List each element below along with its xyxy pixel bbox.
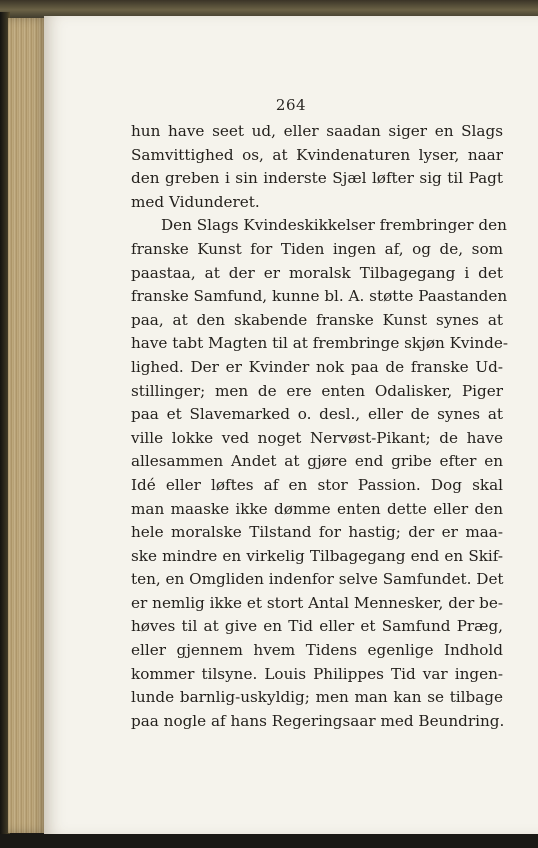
text-line: eller gjennem hvem Tidens egenlige Indhold	[131, 641, 503, 660]
text-line: paastaa, at der er moralsk Tilbagegang i det	[131, 263, 503, 282]
text-line: lunde barnlig-uskyldig; men man kan se tilbage	[131, 688, 503, 707]
page-number: 264	[275, 96, 307, 114]
text-line: franske Samfund, kunne bl. A. støtte Paastanden	[131, 287, 508, 306]
text-line: lighed. Der er Kvinder nok paa de franske Ud-	[131, 357, 503, 376]
text-line: med Vidunderet.	[131, 192, 260, 211]
text-line: franske Kunst for Tiden ingen af, og de, som	[131, 239, 503, 258]
text-line: er nemlig ikke et stort Antal Mennesker, der be-	[131, 593, 503, 612]
text-line: kommer tilsyne. Louis Philippes Tid var ingen-	[131, 664, 503, 683]
text-line: den greben i sin inderste Sjæl løfter sig til Pagt	[131, 169, 503, 188]
text-line: hele moralske Tilstand for hastig; der er maa-	[131, 523, 503, 542]
text-line: paa et Slavemarked o. desl., eller de synes at	[131, 405, 503, 424]
text-line: stillinger; men de ere enten Odalisker, Piger	[131, 381, 503, 400]
body-text	[131, 120, 508, 733]
text-line: ske mindre en virkelig Tilbagegang end en Skif-	[131, 546, 503, 565]
text-line: Den Slags Kvindeskikkelser frembringer den	[161, 216, 507, 235]
book-bottom-edge	[0, 834, 538, 848]
book-page	[44, 16, 538, 834]
text-line: ville lokke ved noget Nervøst-Pikant; de have	[131, 428, 503, 447]
text-line: paa nogle af hans Regeringsaar med Beundring.	[131, 711, 505, 730]
text-line: høves til at give en Tid eller et Samfund Præg,	[131, 617, 503, 636]
text-line: hun have seet ud, eller saadan siger en Slags	[131, 122, 503, 140]
text-line: man maaske ikke dømme enten dette eller den	[131, 499, 503, 518]
text-line: Idé eller løftes af en stor Passion. Dog skal	[131, 475, 503, 494]
text-line: have tabt Magten til at frembringe skjøn Kvinde-	[131, 334, 508, 353]
text-line: ten, en Omgliden indenfor selve Samfundet. Det	[131, 570, 504, 589]
page-edges	[8, 18, 48, 833]
text-line: allesammen Andet at gjøre end gribe efter en	[131, 452, 503, 471]
text-line: paa, at den skabende franske Kunst synes at	[131, 310, 503, 329]
text-line: Samvittighed os, at Kvindenaturen lyser, naar	[131, 145, 503, 164]
